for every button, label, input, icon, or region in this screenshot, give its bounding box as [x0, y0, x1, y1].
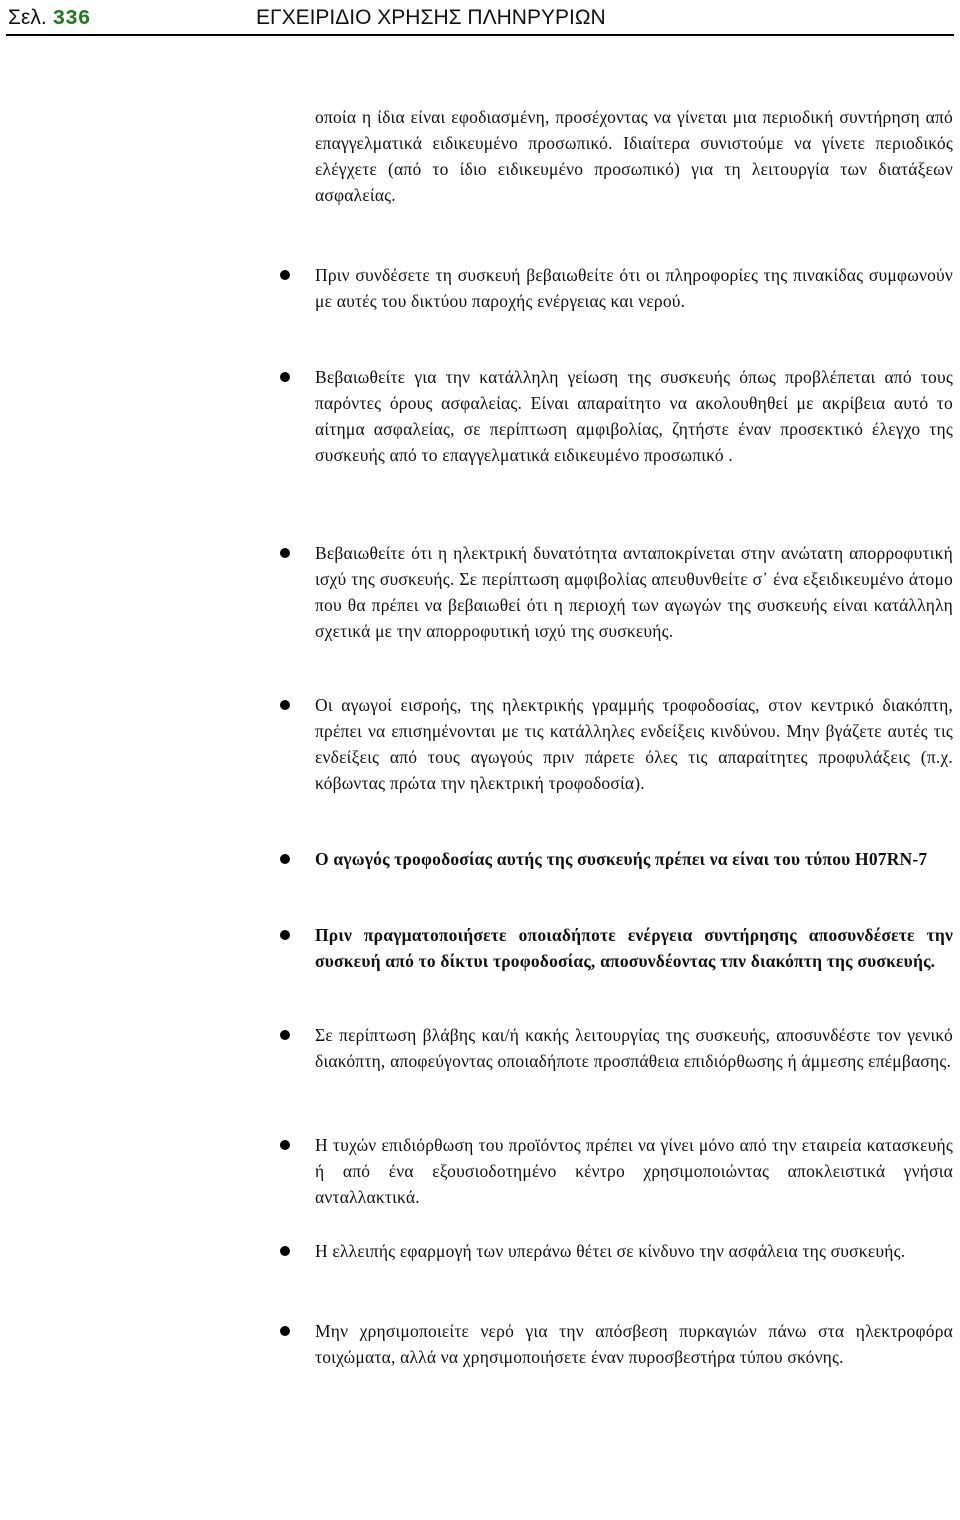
bullet-icon: [280, 1246, 290, 1256]
page-number: [8, 4, 90, 34]
bullet-icon: [280, 1326, 290, 1336]
bullet-icon: [280, 854, 290, 864]
bullet-icon: [280, 270, 290, 280]
list-item: Οι αγωγοί εισροής, της ηλεκτρικής γραμμής τροφοδοσίας, στον κεντρικό διακόπτη, πρέπει να επισημένονται με τις κατάλληλες ενδείξεις κινδύνου. Μην βγάζετε αυτές τις ενδείξεις από τους αγωγούς πριν πάρετε όλες τις απαραίτητες προφυλάξεις (π.χ. κόβωντας πρώτα την ηλεκτρική τροφοδοσία).: [315, 695, 953, 793]
bullet-icon: [280, 372, 290, 382]
bullet-icon: [280, 700, 290, 710]
page-header: [6, 4, 954, 36]
list-item: Σε περίπτωση βλάβης και/ή κακής λειτουργίας της συσκευής, αποσυνδέστε τον γενικό διακόπτη, αποφεύγοντας οποιαδήποτε προσπάθεια επιδιόρθωσης ή άμμεσης επέμβασης.: [315, 1025, 953, 1071]
page-prefix: Σελ.: [8, 6, 47, 29]
list-item: Ο αγωγός τροφοδοσίας αυτής της συσκευής πρέπει να είναι του τύπου H07RN-7: [315, 849, 928, 869]
bullet-icon: [280, 1030, 290, 1040]
page-number-value: 336: [52, 8, 91, 31]
list-item: Πριν πραγματοποιήσετε οποιαδήποτε ενέργεια συντήρησης αποσυνδέσετε την συσκευή από το δίκτυι τροφοδοσίας, αποσυνδέοντας τπν διακόπτη της συσκευής.: [315, 925, 953, 971]
paragraph: οποία η ίδια είναι εφοδιασμένη, προσέχοντας να γίνεται μια περιοδική συντήρηση από επαγγελματικά ειδικευμένο προσωπικό. Ιδιαίτερα συνιστούμε να γίνετε περιοδικός ελέγχετε (από το ίδιο ειδικευμένο προσωπικό) για τη λειτουργία των διατάξεων ασφαλείας.: [315, 107, 953, 205]
bullet-icon: [280, 1140, 290, 1150]
list-item: Πριν συνδέσετε τη συσκευή βεβαιωθείτε ότι οι πληροφορίες της πινακίδας συμφωνούν με αυτές του δικτύου παροχής ενέργειας και νερού.: [315, 265, 953, 311]
list-item: Η ελλειπής εφαρμογή των υπεράνω θέτει σε κίνδυνο την ασφάλεια της συσκευής.: [315, 1241, 906, 1261]
document-title: ΕΓΧΕΙΡΙΔΙΟ ΧΡΗΣΗΣ ΠΛΗΝΡΥΡΙΩΝ: [256, 6, 606, 29]
bullet-icon: [280, 930, 290, 940]
bullet-icon: [280, 548, 290, 558]
list-item: Η τυχών επιδιόρθωση του προϊόντος πρέπει να γίνει μόνο από την εταιρεία κατασκευής ή από ένα εξουσιοδοτημένο κέντρο χρησιμοποιώντας αποκλειστικά γνήσια ανταλλακτικά.: [315, 1135, 953, 1207]
list-item: Βεβαιωθείτε για την κατάλληλη γείωση της συσκευής όπως προβλέπεται από τους παρόντες όρους ασφαλείας. Είναι απαραίτητο να ακολουθηθεί με ακρίβεια αυτό το αίτημα ασφαλείας, σε περίπτωση αμφιβολίας, ζητήστε έναν προσεκτικό έλεγχο της συσκευής από το επαγγελματικά ειδικευμένο προσωπικό .: [315, 367, 953, 465]
list-item: Βεβαιωθείτε ότι η ηλεκτρική δυνατότητα ανταποκρίνεται στην ανώτατη απορροφυτική ισχύ της συσκευής. Σε περίπτωση αμφιβολίας απευθυνθείτε σ᾽ ένα εξειδικευμένο άτομο που θα πρέπει να βεβαιωθεί ότι η περιοχή των αγωγών της συσκευής είναι κατάλληλη σχετικά με την απορροφυτική ισχύ της συσκευής.: [315, 543, 953, 641]
list-item: Μην χρησιμοποιείτε νερό για την απόσβεση πυρκαγιών πάνω στα ηλεκτροφόρα τοιχώματα, αλλά να χρησιμοποιήσετε έναν πυροσβεστήρα τύπου σκόνης.: [315, 1321, 953, 1367]
